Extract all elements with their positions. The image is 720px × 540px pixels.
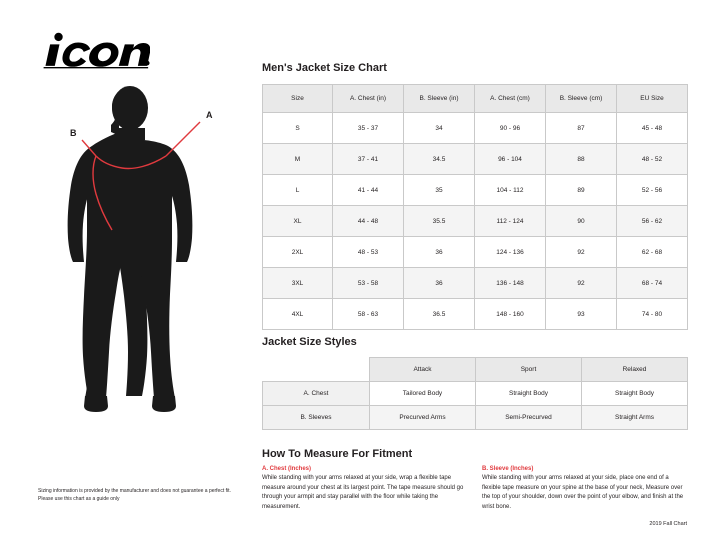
how-to-measure-title: How To Measure For Fitment (262, 448, 413, 460)
column-header-relaxed: Relaxed (582, 358, 688, 382)
cell-sleeve-in: 36.5 (404, 299, 475, 330)
cell-sleeve-in: 36 (404, 268, 475, 299)
cell-sleeve-cm: 92 (546, 268, 617, 299)
cell-chest-cm: 104 - 112 (475, 175, 546, 206)
cell-size: L (263, 175, 333, 206)
cell-chest-cm: 112 - 124 (475, 206, 546, 237)
cell-sleeve-cm: 93 (546, 299, 617, 330)
cell-sport: Semi-Precurved (476, 406, 582, 430)
row-label-sleeves: B. Sleeves (263, 406, 370, 430)
measure-chest-block (262, 466, 467, 513)
measure-chest-heading: A. Chest (Inches) (262, 466, 312, 472)
column-header-attack: Attack (370, 358, 476, 382)
column-header: B. Sleeve (cm) (546, 85, 617, 113)
cell-eu-size: 48 - 52 (617, 144, 688, 175)
cell-eu-size: 62 - 68 (617, 237, 688, 268)
cell-relaxed: Straight Arms (582, 406, 688, 430)
cell-eu-size: 52 - 56 (617, 175, 688, 206)
cell-eu-size: 45 - 48 (617, 113, 688, 144)
cell-eu-size: 68 - 74 (617, 268, 688, 299)
sizing-disclaimer: Sizing information is provided by the manufacturer and does not guarantee a perfect fit. Please use this chart as a guide only (38, 488, 231, 502)
cell-chest-in: 41 - 44 (333, 175, 404, 206)
figure-label-a: A (206, 110, 213, 120)
cell-sleeve-in: 35 (404, 175, 475, 206)
cell-sleeve-in: 36 (404, 237, 475, 268)
cell-attack: Tailored Body (370, 382, 476, 406)
table-row (263, 113, 688, 144)
cell-attack: Precurved Arms (370, 406, 476, 430)
table-header-row (263, 85, 688, 113)
column-header: A. Chest (in) (333, 85, 404, 113)
cell-sleeve-in: 35.5 (404, 206, 475, 237)
column-header: EU Size (617, 85, 688, 113)
cell-chest-cm: 124 - 136 (475, 237, 546, 268)
cell-chest-cm: 148 - 160 (475, 299, 546, 330)
measurement-figure (30, 80, 230, 420)
icon-brand-logo (38, 30, 150, 70)
measure-chest-text: While standing with your arms relaxed at your side, wrap a flexible tape measure around your chest at its largest point. The tape measure should go through your armpit and stay parallel with the floor while taking the measurement. (262, 475, 464, 511)
cell-sleeve-in: 34.5 (404, 144, 475, 175)
cell-chest-cm: 136 - 148 (475, 268, 546, 299)
table-row (263, 299, 688, 330)
cell-sleeve-in: 34 (404, 113, 475, 144)
table-header-row (263, 358, 688, 382)
cell-sleeve-cm: 89 (546, 175, 617, 206)
chart-year-note: 2019 Fall Chart (649, 521, 687, 527)
styles-corner-cell (263, 358, 370, 382)
cell-size: 2XL (263, 237, 333, 268)
cell-chest-cm: 96 - 104 (475, 144, 546, 175)
how-to-measure-section (262, 466, 687, 513)
measure-sleeve-block (482, 466, 687, 513)
table-row (263, 268, 688, 299)
size-chart-title: Men's Jacket Size Chart (262, 62, 387, 74)
table-row (263, 175, 688, 206)
cell-chest-in: 35 - 37 (333, 113, 404, 144)
table-row (263, 237, 688, 268)
cell-sleeve-cm: 92 (546, 237, 617, 268)
cell-chest-in: 53 - 58 (333, 268, 404, 299)
cell-eu-size: 74 - 80 (617, 299, 688, 330)
cell-size: XL (263, 206, 333, 237)
column-header: A. Chest (cm) (475, 85, 546, 113)
cell-size: M (263, 144, 333, 175)
cell-sleeve-cm: 90 (546, 206, 617, 237)
column-header: Size (263, 85, 333, 113)
size-chart-table (262, 84, 688, 330)
column-header: B. Sleeve (in) (404, 85, 475, 113)
cell-size: S (263, 113, 333, 144)
cell-sport: Straight Body (476, 382, 582, 406)
table-row (263, 144, 688, 175)
cell-sleeve-cm: 88 (546, 144, 617, 175)
figure-label-b: B (70, 128, 77, 138)
table-row (263, 206, 688, 237)
cell-size: 4XL (263, 299, 333, 330)
cell-size: 3XL (263, 268, 333, 299)
column-header-sport: Sport (476, 358, 582, 382)
cell-chest-in: 44 - 48 (333, 206, 404, 237)
cell-eu-size: 56 - 62 (617, 206, 688, 237)
cell-chest-cm: 90 - 96 (475, 113, 546, 144)
jacket-size-styles-table (262, 357, 688, 430)
cell-chest-in: 37 - 41 (333, 144, 404, 175)
measure-sleeve-text: While standing with your arms relaxed at your side, place one end of a flexible tape measure on your spine at the base of your neck, Measure over the top of your shoulder, down over the point of your elbow, and finish at the wrist bone. (482, 475, 684, 511)
table-row (263, 406, 688, 430)
row-label-chest: A. Chest (263, 382, 370, 406)
cell-chest-in: 58 - 63 (333, 299, 404, 330)
measure-sleeve-heading: B. Sleeve (Inches) (482, 466, 534, 472)
cell-sleeve-cm: 87 (546, 113, 617, 144)
cell-chest-in: 48 - 53 (333, 237, 404, 268)
left-panel (0, 0, 250, 540)
cell-relaxed: Straight Body (582, 382, 688, 406)
jacket-size-styles-title: Jacket Size Styles (262, 336, 357, 348)
table-row (263, 382, 688, 406)
